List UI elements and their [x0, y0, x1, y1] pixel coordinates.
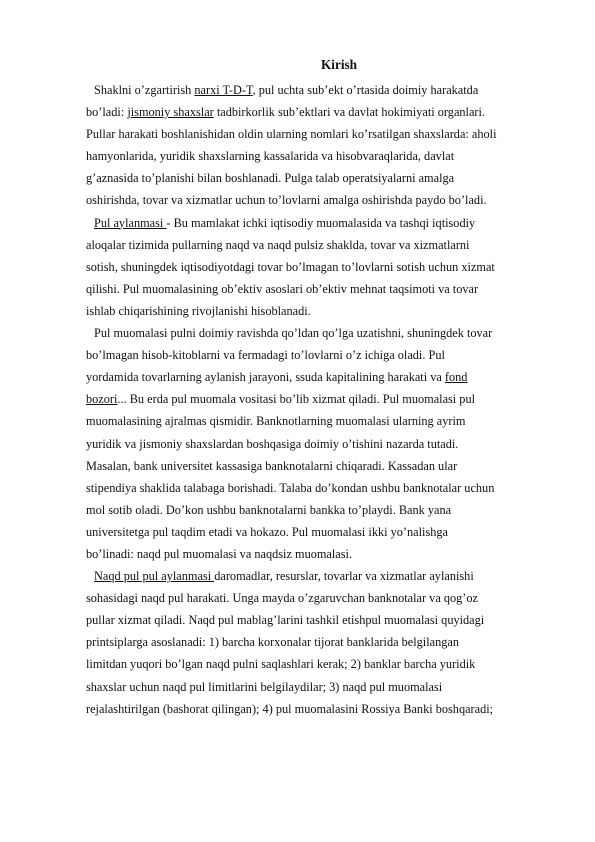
text-run: bo’ladi:	[86, 105, 128, 120]
text-run: g’aznasida to’planishi bilan boshlanadi. Pulga talab operatsiyalarni amalga	[86, 171, 455, 186]
hyperlink[interactable]: Pul aylanmasi	[94, 215, 167, 230]
text-run: qilishi. Pul muomalasining ob’ektiv asoslari ob’ektiv mehnat taqsimoti va tovar	[86, 281, 479, 296]
paragraph	[86, 322, 552, 565]
text-run: pullar xizmat qiladi. Naqd pul mablag’larini tashkil etishpul muomalasi quyidagi	[86, 613, 485, 628]
hyperlink[interactable]: jismoniy shaxslar	[127, 105, 214, 120]
text-line	[86, 366, 552, 388]
text-line	[86, 167, 552, 189]
text-line	[86, 543, 552, 565]
text-run: bo’lmagan hisob-kitoblarni va fermadagi to’lovlarni o’z ichiga oladi. Pul	[86, 348, 445, 363]
text-line	[86, 388, 552, 410]
paragraph	[86, 79, 552, 212]
text-line	[86, 410, 552, 432]
text-line	[86, 344, 552, 366]
text-run: - Bu mamlakat ichki iqtisodiy muomalasida va tashqi iqtisodiy	[166, 215, 476, 230]
text-line	[86, 609, 552, 631]
text-run: universitetga pul taqdim etadi va hokazo. Pul muomalasi ikki yo’nalishga	[86, 524, 449, 539]
text-run: limitdan yuqori bo’lgan naqd pulni saqlashlari kerak; 2) banklar barcha yuridik	[86, 657, 476, 672]
text-run: sotish, shuningdek iqtisodiyotdagi tovar bo’lmagan to’lovlarni sotish uchun xizmat	[86, 259, 495, 274]
text-run: daromadlar, resurslar, tovarlar va xizmatlar aylanishi	[214, 569, 474, 584]
text-run: printsiplarga asoslanadi: 1) barcha korxonalar tijorat banklarida belgilangan	[86, 635, 459, 650]
text-line	[86, 189, 552, 211]
text-line	[86, 101, 552, 123]
paragraph	[86, 212, 552, 322]
text-run: Pul muomalasi pulni doimiy ravishda qo’ldan qo’lga uzatishni, shuningdek tovar	[94, 326, 493, 341]
hyperlink[interactable]: fond	[444, 370, 468, 385]
text-line	[86, 631, 552, 653]
text-line	[86, 587, 552, 609]
text-line	[86, 499, 552, 521]
hyperlink[interactable]: bozori	[86, 392, 118, 407]
text-line	[86, 256, 552, 278]
text-line	[86, 300, 552, 322]
text-run: hamyonlarida, yuridik shaxslarning kassalarida va hisobvaraqlarida, davlat	[86, 149, 455, 164]
text-run: Shaklni o’zgartirish	[94, 83, 195, 97]
text-run: bo’linadi: naqd pul muomalasi va naqdsiz muomalasi.	[86, 546, 353, 561]
text-run: oshirishda, tovar va xizmatlar uchun to’lovlarni amalga oshirishda paydo bo’ladi.	[86, 193, 487, 208]
text-run: aloqalar tizimida pullarning naqd va naqd pulsiz shaklda, tovar va xizmatlarni	[86, 237, 470, 252]
text-line	[86, 234, 552, 256]
text-line	[86, 145, 552, 167]
text-line	[86, 278, 552, 300]
text-run: Pullar harakati boshlanishidan oldin ularning nomlari ko’rsatilgan shaxslarda: aholi	[86, 127, 497, 142]
text-run: yordamida tovarlarning aylanish jarayoni, ssuda kapitalining harakati va	[86, 370, 445, 385]
text-line	[86, 123, 552, 145]
text-line	[86, 433, 552, 455]
text-line	[86, 698, 552, 720]
text-run: yuridik va jismoniy shaxslardan boshqasiga doimiy o’tishini nazarda tutadi.	[86, 436, 459, 451]
text-line	[86, 79, 552, 101]
text-run: muomalasining ajralmas qismidir. Banknotlarning muomalasi ularning ayrim	[86, 414, 466, 429]
text-line	[86, 565, 552, 587]
text-run: tadbirkorlik sub’ektlari va davlat hokimiyati organlari.	[213, 105, 486, 120]
page-title: Kirish	[321, 57, 357, 72]
paragraph	[86, 565, 552, 720]
text-line	[86, 477, 552, 499]
text-line	[86, 212, 552, 234]
hyperlink[interactable]: Naqd pul pul aylanmasi	[94, 569, 215, 584]
text-line	[86, 653, 552, 675]
text-run: mol sotib oladi. Do’kon ushbu banknotalarni bankka to’playdi. Bank yana	[86, 502, 452, 517]
text-line	[86, 322, 552, 344]
document-body	[86, 79, 552, 720]
text-run: ishlab chiqarishining rivojlanishi hisoblanadi.	[86, 303, 311, 318]
text-line	[86, 676, 552, 698]
hyperlink[interactable]: narxi T-D-T	[194, 83, 253, 97]
text-run: sohasidagi naqd pul harakati. Unga mayda o’zgaruvchan banknotalar va qog’oz	[86, 591, 478, 606]
text-line	[86, 455, 552, 477]
text-run: , pul uchta sub’ekt o’rtasida doimiy harakatda	[252, 83, 479, 97]
text-line	[86, 521, 552, 543]
text-run: rejalashtirilgan (bashorat qilingan); 4) pul muomalasini Rossiya Banki boshqaradi;	[86, 701, 494, 716]
text-run: shaxslar uchun naqd pul limitlarini belgilaydilar; 3) naqd pul muomalasi	[86, 679, 443, 694]
document-page	[86, 54, 552, 720]
text-run: stipendiya shaklida talabaga borishadi. Talaba do’kondan ushbu banknotalar uchun	[86, 480, 495, 495]
text-run: ... Bu erda pul muomala vositasi bo’lib xizmat qiladi. Pul muomalasi pul	[117, 392, 476, 407]
text-run: Masalan, bank universitet kassasiga banknotalarni chiqaradi. Kassadan ular	[86, 458, 458, 473]
